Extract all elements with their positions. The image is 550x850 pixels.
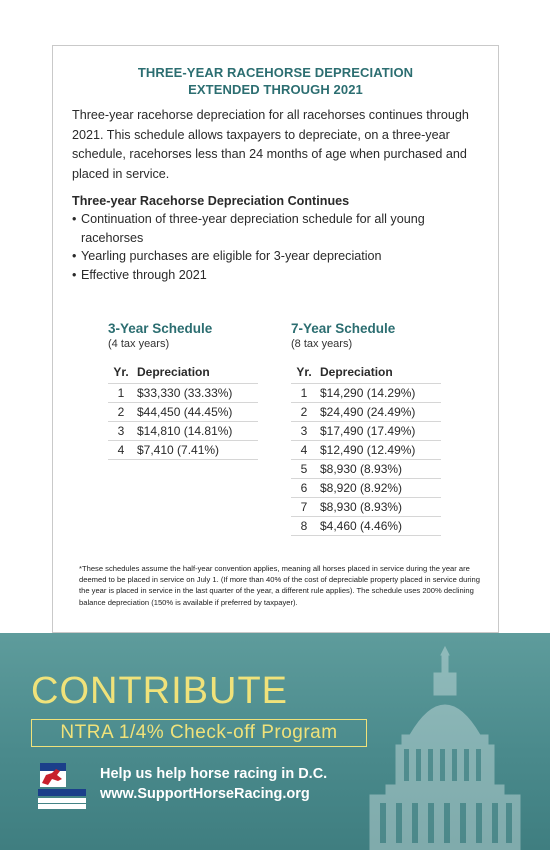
bullet-list: [72, 210, 472, 284]
section-subhead: Three-year Racehorse Depreciation Continues: [72, 194, 350, 208]
bullet-item: • Yearling purchases are eligible for 3-year depreciation: [72, 247, 472, 266]
schedule-title: 7-Year Schedule: [291, 321, 396, 336]
year-cell: 4: [291, 441, 317, 460]
card-title: [53, 64, 498, 98]
table-row: [291, 403, 441, 422]
year-cell: 2: [291, 403, 317, 422]
seven-year-schedule: [291, 320, 441, 536]
footnote: *These schedules assume the half-year convention applies, meaning all horses placed in service during the year are deemed to be placed in service on July 1. (If more than 40% of the cost of depreciable property placed in service during the year is placed in service in the last quarter of the year, a different rule applies). The schedule uses 200% declining balance depreciation (150% is available if preferred by taxpayer).: [79, 564, 481, 607]
column-header-year: Yr.: [113, 364, 129, 379]
table-row: [291, 422, 441, 441]
card-title-line2: EXTENDED THROUGH 2021: [188, 82, 363, 97]
help-line: Help us help horse racing in D.C.: [100, 766, 328, 782]
support-url-link[interactable]: www.SupportHorseRacing.org: [100, 786, 310, 802]
contribute-banner: [0, 633, 550, 850]
depreciation-cell: $7,410 (7.41%): [134, 441, 258, 460]
depreciation-cell: $8,920 (8.92%): [317, 479, 441, 498]
depreciation-cell: $8,930 (8.93%): [317, 460, 441, 479]
three-year-schedule: [108, 320, 258, 460]
schedule-table: [108, 363, 258, 460]
schedule-table: [291, 363, 441, 536]
depreciation-cell: $14,810 (14.81%): [134, 422, 258, 441]
depreciation-cell: $4,460 (4.46%): [317, 517, 441, 536]
contribute-heading: CONTRIBUTE: [31, 670, 288, 712]
year-cell: 7: [291, 498, 317, 517]
depreciation-cell: $14,290 (14.29%): [317, 384, 441, 403]
year-cell: 5: [291, 460, 317, 479]
table-row: [108, 384, 258, 403]
year-cell: 6: [291, 479, 317, 498]
table-row: [291, 384, 441, 403]
table-row: [108, 441, 258, 460]
card-title-line1: THREE-YEAR RACEHORSE DEPRECIATION: [137, 65, 414, 80]
table-row: [291, 460, 441, 479]
depreciation-cell: $33,330 (33.33%): [134, 384, 258, 403]
year-cell: 3: [291, 422, 317, 441]
year-cell: 1: [291, 384, 317, 403]
year-cell: 1: [108, 384, 134, 403]
table-row: [108, 422, 258, 441]
year-cell: 8: [291, 517, 317, 536]
ntra-logo: [36, 761, 88, 811]
depreciation-card: [52, 45, 499, 633]
schedule-subtitle: (8 tax years): [291, 338, 353, 350]
depreciation-cell: $24,490 (24.49%): [317, 403, 441, 422]
column-header-year: Yr.: [296, 364, 312, 379]
schedule-title: 3-Year Schedule: [108, 321, 213, 336]
schedule-subtitle: (4 tax years): [108, 338, 170, 350]
year-cell: 2: [108, 403, 134, 422]
intro-paragraph: Three-year racehorse depreciation for all racehorses continues through 2021. This schedule allows taxpayers to depreciate, on a three-year schedule, racehorses less than 24 months of age when purchased and placed in service.: [72, 108, 469, 181]
depreciation-cell: $8,930 (8.93%): [317, 498, 441, 517]
table-row: [291, 517, 441, 536]
table-row: [291, 441, 441, 460]
capitol-dome-icon: [350, 645, 540, 850]
column-header-depreciation: Depreciation: [320, 364, 393, 379]
table-row: [291, 498, 441, 517]
year-cell: 3: [108, 422, 134, 441]
program-box: NTRA 1/4% Check-off Program: [31, 719, 367, 747]
table-row: [291, 479, 441, 498]
table-row: [108, 403, 258, 422]
bullet-item: • Continuation of three-year depreciation schedule for all young racehorses: [72, 210, 472, 247]
column-header-depreciation: Depreciation: [137, 364, 210, 379]
depreciation-cell: $44,450 (44.45%): [134, 403, 258, 422]
help-text: [100, 764, 327, 804]
depreciation-cell: $17,490 (17.49%): [317, 422, 441, 441]
depreciation-cell: $12,490 (12.49%): [317, 441, 441, 460]
year-cell: 4: [108, 441, 134, 460]
bullet-item: • Effective through 2021: [72, 266, 472, 285]
